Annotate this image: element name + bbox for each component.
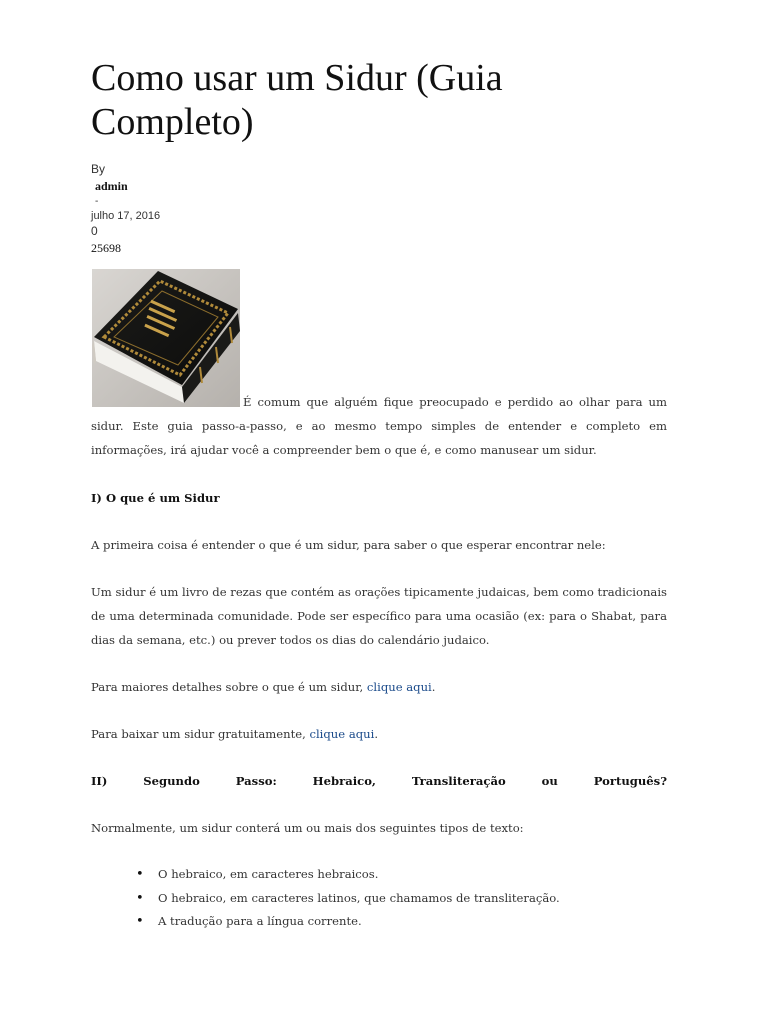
article-body [91, 390, 667, 934]
paragraph-3 [91, 675, 667, 699]
view-count: 25698 [91, 241, 121, 255]
heading-word: ou [541, 774, 558, 788]
list-item: • A tradução para a língua corrente. [158, 910, 667, 934]
paragraph-5: Normalmente, um sidur conterá um ou mais dos seguintes tipos de texto: [91, 821, 524, 835]
heading-word: Segundo [143, 774, 200, 788]
list-item: • O hebraico, em caracteres latinos, que chamamos de transliteração. [158, 887, 667, 911]
byline-label: By [91, 162, 106, 176]
paragraph-3-end: . [431, 680, 436, 694]
byline-separator: - [95, 196, 99, 207]
heading-word: Hebraico, [312, 774, 376, 788]
heading-word: Português? [593, 774, 667, 788]
book-image [92, 269, 240, 407]
heading-word: Passo: [235, 774, 277, 788]
paragraph-3-text: Para maiores detalhes sobre o que é um sidur, [91, 680, 367, 694]
paragraph-4-end: . [374, 727, 379, 741]
paragraph-4 [91, 722, 667, 746]
intro-paragraph: É comum que alguém fique preocupado e perdido ao olhar para um sidur. Este guia passo-a-passo, e ao mesmo tempo simples de entender e completo em informações, irá ajudar você a compreender bem o que é, e como manusear um sidur. [91, 395, 667, 457]
clique-aqui-link-2[interactable]: clique aqui [309, 727, 375, 741]
clique-aqui-link-1[interactable]: clique aqui [366, 680, 432, 694]
heading-word: II) [91, 774, 108, 788]
comment-count[interactable]: 0 [91, 224, 98, 238]
text-types-list [91, 863, 667, 934]
page-title: Como usar um Sidur (Guia Completo) [91, 57, 503, 143]
paragraph-1: A primeira coisa é entender o que é um sidur, para saber o que esperar encontrar nele: [91, 538, 606, 552]
section-heading-2 [91, 769, 667, 793]
section-heading-1: I) O que é um Sidur [91, 491, 220, 505]
paragraph-4-text: Para baixar um sidur gratuitamente, [91, 727, 310, 741]
post-date: julho 17, 2016 [91, 210, 161, 222]
paragraph-2: Um sidur é um livro de rezas que contém as orações tipicamente judaicas, bem como tradicionais de uma determinada comunidade. Pode ser específico para uma ocasião (ex: para o Shabat, para dias da semana, etc.) ou prever todos os dias do calendário judaico. [91, 585, 667, 647]
list-item: • O hebraico, em caracteres hebraicos. [158, 863, 667, 887]
heading-word: Transliteração [411, 774, 506, 788]
author-link[interactable]: admin [95, 179, 128, 193]
